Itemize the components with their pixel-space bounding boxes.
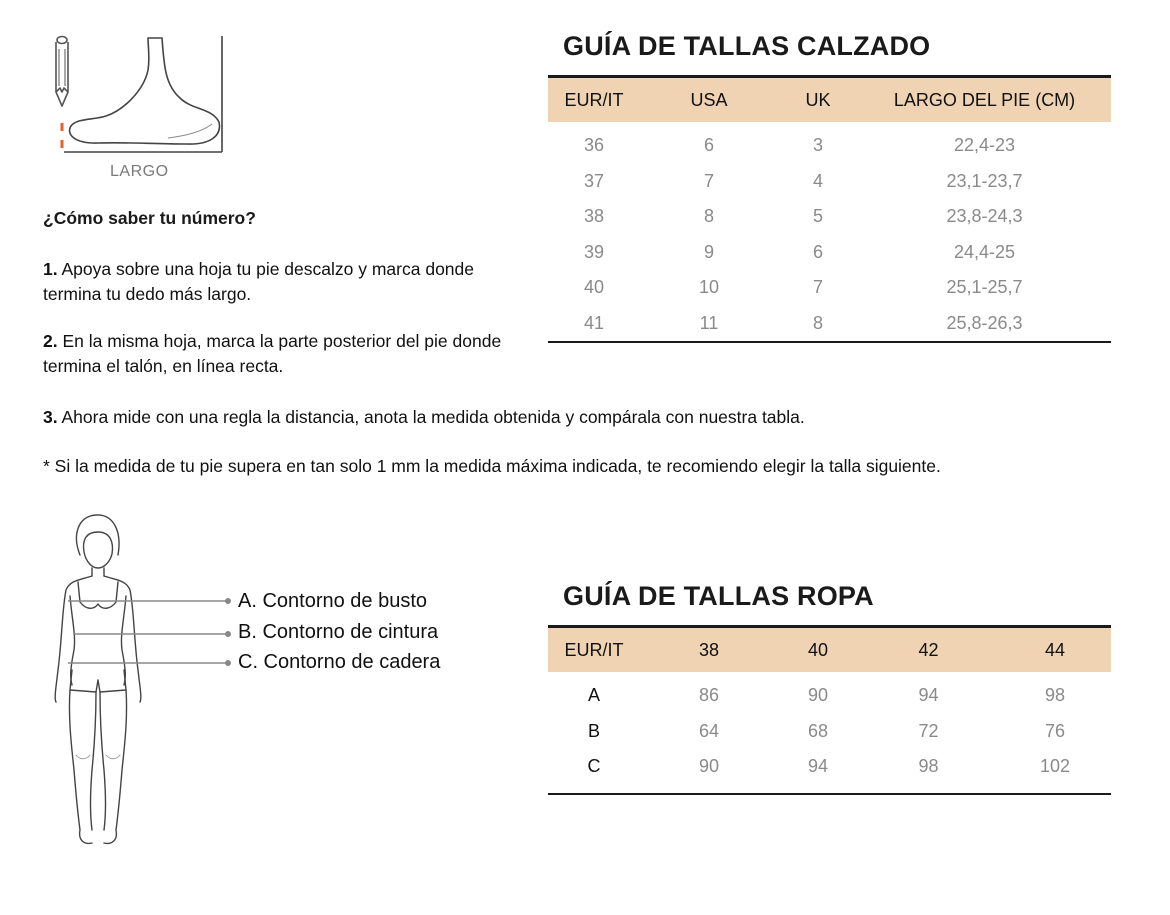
column-header: EUR/IT bbox=[548, 628, 640, 672]
row-label: C bbox=[587, 756, 601, 777]
table-row bbox=[548, 235, 1111, 271]
row-label: A bbox=[587, 685, 600, 706]
table-cell: 9 bbox=[703, 241, 714, 262]
table-cell: 23,8-24,3 bbox=[946, 206, 1023, 227]
column-header: USA bbox=[640, 78, 778, 122]
table-cell: 90 bbox=[807, 685, 829, 706]
bust-measure-label: A. Contorno de busto bbox=[238, 590, 428, 612]
table-cell: 38 bbox=[583, 206, 605, 227]
step-number: 3. bbox=[43, 407, 58, 427]
table-cell: 98 bbox=[918, 756, 939, 777]
column-header: 44 bbox=[999, 628, 1111, 672]
column-header: LARGO DEL PIE (CM) bbox=[858, 78, 1111, 122]
row-label: B bbox=[587, 720, 600, 741]
table-cell: 86 bbox=[698, 685, 720, 706]
instructions-heading: ¿Cómo saber tu número? bbox=[43, 208, 256, 228]
instruction-step-1 bbox=[43, 257, 513, 307]
hip-measure-label: C. Contorno de cadera bbox=[238, 651, 441, 673]
shoe-size-table bbox=[548, 78, 1111, 341]
table-row bbox=[548, 714, 1111, 750]
table-cell: 94 bbox=[918, 685, 939, 706]
table-cell: 68 bbox=[807, 720, 829, 741]
instruction-step-2 bbox=[43, 329, 513, 379]
table-cell: 24,4-25 bbox=[953, 241, 1016, 262]
table-row bbox=[548, 270, 1111, 306]
step-number: 1. bbox=[43, 259, 58, 279]
table-row bbox=[548, 122, 1111, 164]
foot-measurement-icon bbox=[44, 30, 234, 160]
instruction-step-3 bbox=[43, 405, 1143, 430]
clothing-size-table bbox=[548, 628, 1111, 785]
shoe-size-title: GUÍA DE TALLAS CALZADO bbox=[563, 31, 931, 61]
pencil-icon bbox=[56, 37, 68, 107]
table-cell: 41 bbox=[583, 312, 605, 333]
column-header: EUR/IT bbox=[548, 78, 640, 122]
table-cell: 102 bbox=[1039, 756, 1071, 777]
table-row bbox=[548, 199, 1111, 235]
instruction-note: * Si la medida de tu pie supera en tan solo 1 mm la medida máxima indicada, te recomiendo elegir la talla siguiente. bbox=[43, 456, 941, 476]
table-row bbox=[548, 306, 1111, 342]
table-cell: 11 bbox=[699, 312, 719, 333]
table-row bbox=[548, 749, 1111, 785]
step-text: Apoya sobre una hoja tu pie descalzo y marca donde termina tu dedo más largo. bbox=[43, 259, 474, 304]
table-cell: 23,1-23,7 bbox=[946, 170, 1023, 191]
table-cell: 4 bbox=[812, 170, 823, 191]
table-cell: 25,8-26,3 bbox=[946, 312, 1023, 333]
table-cell: 72 bbox=[918, 720, 939, 741]
table-cell: 8 bbox=[703, 206, 714, 227]
column-header: 38 bbox=[640, 628, 778, 672]
table-cell: 25,1-25,7 bbox=[946, 277, 1023, 298]
step-number: 2. bbox=[43, 331, 58, 351]
table-cell: 37 bbox=[583, 170, 605, 191]
table-cell: 64 bbox=[698, 720, 720, 741]
table-cell: 7 bbox=[703, 170, 714, 191]
step-text: Ahora mide con una regla la distancia, anota la medida obtenida y compárala con nuestra tabla. bbox=[57, 407, 805, 427]
table-cell: 36 bbox=[583, 135, 605, 156]
table-row bbox=[548, 672, 1111, 714]
step-text: En la misma hoja, marca la parte posterior del pie donde termina el talón, en línea recta. bbox=[43, 331, 502, 376]
table-bottom-rule bbox=[548, 341, 1111, 343]
table-cell: 40 bbox=[583, 277, 605, 298]
table-header-row bbox=[548, 628, 1111, 672]
table-cell: 94 bbox=[807, 756, 829, 777]
table-cell: 90 bbox=[698, 756, 720, 777]
column-header: 40 bbox=[778, 628, 858, 672]
table-cell: 8 bbox=[812, 312, 823, 333]
table-cell: 76 bbox=[1044, 720, 1066, 741]
clothing-size-title: GUÍA DE TALLAS ROPA bbox=[563, 581, 874, 611]
table-row bbox=[548, 164, 1111, 200]
table-cell: 3 bbox=[812, 135, 823, 156]
waist-measure-label: B. Contorno de cintura bbox=[238, 621, 439, 643]
table-cell: 7 bbox=[812, 277, 823, 298]
table-cell: 6 bbox=[703, 135, 714, 156]
table-cell: 98 bbox=[1044, 685, 1066, 706]
table-cell: 10 bbox=[698, 277, 720, 298]
table-cell: 39 bbox=[583, 241, 605, 262]
column-header: 42 bbox=[858, 628, 999, 672]
table-header-row bbox=[548, 78, 1111, 122]
table-cell: 5 bbox=[812, 206, 823, 227]
table-cell: 6 bbox=[812, 241, 823, 262]
column-header: UK bbox=[778, 78, 858, 122]
table-bottom-rule bbox=[548, 793, 1111, 795]
body-silhouette-icon bbox=[40, 510, 240, 855]
table-cell: 22,4-23 bbox=[953, 135, 1016, 156]
foot-length-label: LARGO bbox=[110, 163, 169, 180]
